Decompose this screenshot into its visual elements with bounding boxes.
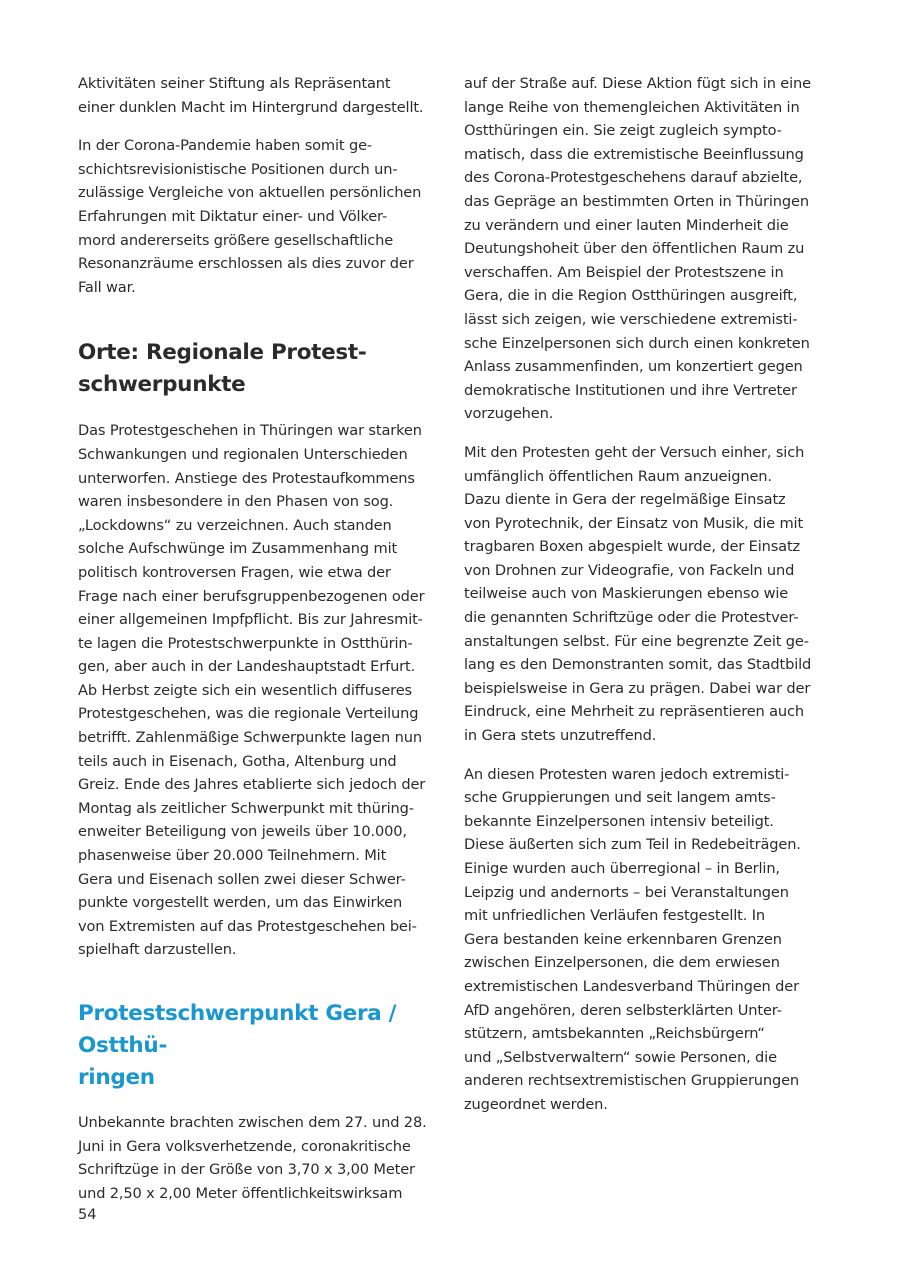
text-line: und „Selbstverwaltern“ sowie Personen, die <box>464 1048 777 1066</box>
text-line: enweiter Beteiligung von jeweils über 10.000, <box>78 823 407 841</box>
text-line: Frage nach einer berufsgruppenbezogenen oder <box>78 587 425 605</box>
text-line: Orte: Regionale Protest- <box>78 340 367 366</box>
text-line: Dazu diente in Gera der regelmäßige Einsatz <box>464 491 786 509</box>
text-line: matisch, dass die extremistische Beeinflussung <box>464 145 804 163</box>
text-line: Gera, die in die Region Ostthüringen ausgreift, <box>464 287 798 305</box>
text-line: Schwankungen und regionalen Unterschieden <box>78 445 408 463</box>
paragraph-aktion-strasse <box>464 72 828 426</box>
paragraph-corona-pandemie <box>78 134 442 299</box>
text-line: schichtsrevisionistische Positionen durch un- <box>78 160 398 178</box>
paragraph-oeffentlicher-raum <box>464 441 828 748</box>
text-line: „Lockdowns“ zu verzeichnen. Auch standen <box>78 516 392 534</box>
text-line: einer allgemeinen Impfpflicht. Bis zur Jahresmit- <box>78 611 423 629</box>
text-line: spielhaft darzustellen. <box>78 941 237 959</box>
text-line: zugeordnet werden. <box>464 1095 608 1113</box>
text-line: Gera und Eisenach sollen zwei dieser Schwer- <box>78 870 406 888</box>
text-line: Leipzig und andernorts – bei Veranstaltungen <box>464 883 789 901</box>
text-line: Protestschwerpunkt Gera / Ostthü- <box>78 1001 397 1058</box>
text-line: Ostthüringen ein. Sie zeigt zugleich sympto- <box>464 122 782 140</box>
text-line: Anlass zusammenfinden, um konzertiert gegen <box>464 358 803 376</box>
text-line: Einige wurden auch überregional – in Berlin, <box>464 860 780 877</box>
text-line: auf der Straße auf. Diese Aktion fügt sich in eine <box>464 75 811 92</box>
text-line: tragbaren Boxen abgespielt wurde, der Einsatz <box>464 538 801 556</box>
text-line: Greiz. Ende des Jahres etablierte sich jedoch der <box>78 776 426 794</box>
text-line: schwerpunkte <box>78 372 246 398</box>
text-line: Gera bestanden keine erkennbaren Grenzen <box>464 930 782 948</box>
page-number: 54 <box>78 1206 97 1223</box>
text-line: des Corona-Protestgeschehens darauf abzielte, <box>464 169 803 187</box>
text-line: waren insbesondere in den Phasen von sog. <box>78 493 394 511</box>
text-line: demokratische Institutionen und ihre Vertreter <box>464 381 797 399</box>
text-line: Protestgeschehen, was die regionale Verteilung <box>78 705 419 723</box>
text-line: mord andererseits größere gesellschaftliche <box>78 231 394 249</box>
text-line: verschaffen. Am Beispiel der Protestszene in <box>464 263 784 281</box>
paragraph-protestgeschehen-thueringen <box>78 419 442 962</box>
text-line: Fall war. <box>78 278 136 296</box>
text-line: einer dunklen Macht im Hintergrund dargestellt. <box>78 98 424 116</box>
text-line: von Drohnen zur Videografie, von Fackeln und <box>464 561 795 579</box>
text-line: ringen <box>78 1065 155 1090</box>
text-line: und 2,50 x 2,00 Meter öffentlichkeitswirksam <box>78 1184 403 1202</box>
text-line: anderen rechtsextremistischen Gruppierungen <box>464 1072 800 1090</box>
text-line: Montag als zeitlicher Schwerpunkt mit thüring- <box>78 799 414 817</box>
text-line: Aktivitäten seiner Stiftung als Repräsentant <box>78 75 391 92</box>
text-line: das Gepräge an bestimmten Orten in Thüringen <box>464 192 809 210</box>
text-line: An diesen Protesten waren jedoch extremisti- <box>464 765 790 783</box>
heading-regionale-protestschwerpunkte <box>78 337 442 401</box>
text-line: Das Protestgeschehen in Thüringen war starken <box>78 422 422 440</box>
text-line: gen, aber auch in der Landeshauptstadt Erfurt. <box>78 658 416 676</box>
text-line: In der Corona-Pandemie haben somit ge- <box>78 137 373 155</box>
text-line: Unbekannte brachten zwischen dem 27. und 28. <box>78 1114 427 1131</box>
text-line: unterworfen. Anstiege des Protestaufkommens <box>78 469 415 487</box>
text-line: lässt sich zeigen, wie verschiedene extremisti- <box>464 310 798 328</box>
text-line: solche Aufschwünge im Zusammenhang mit <box>78 540 398 558</box>
text-line: zu verändern und einer lauten Minderheit die <box>464 216 789 234</box>
text-line: mit unfriedlichen Verläufen festgestellt. In <box>464 907 765 925</box>
text-line: anstaltungen selbst. Für eine begrenzte Zeit ge- <box>464 632 809 650</box>
text-line: Diese äußerten sich zum Teil in Redebeiträgen. <box>464 836 801 854</box>
text-line: in Gera stets unzutreffend. <box>464 727 657 745</box>
text-line: zulässige Vergleiche von aktuellen persönlichen <box>78 184 422 202</box>
text-line: te lagen die Protestschwerpunkte in Ostthürin- <box>78 634 413 652</box>
text-line: phasenweise über 20.000 Teilnehmern. Mit <box>78 847 387 865</box>
text-line: Schriftzüge in der Größe von 3,70 x 3,00 Meter <box>78 1161 415 1179</box>
text-line: vorzugehen. <box>464 405 554 423</box>
text-line: von Pyrotechnik, der Einsatz von Musik, die mit <box>464 514 804 532</box>
paragraph-extremistische-gruppierungen <box>464 763 828 1117</box>
text-line: bekannte Einzelpersonen intensiv beteiligt. <box>464 812 774 830</box>
text-line: die genannten Schriftzüge oder die Protestver- <box>464 609 799 627</box>
heading-protestschwerpunkt-gera <box>78 998 442 1094</box>
text-line: extremistischen Landesverband Thüringen der <box>464 977 799 995</box>
text-line: AfD angehören, deren selbsterklärten Unter- <box>464 1001 782 1019</box>
text-line: Mit den Protesten geht der Versuch einher, sich <box>464 443 805 461</box>
text-line: umfänglich öffentlichen Raum anzueignen. <box>464 467 772 485</box>
text-line: betrifft. Zahlenmäßige Schwerpunkte lagen nun <box>78 729 422 747</box>
paragraph-unbekannte-schriftzuege <box>78 1111 442 1205</box>
text-line: Resonanzräume erschlossen als dies zuvor der <box>78 255 414 273</box>
paragraph-stiftung <box>78 72 442 119</box>
text-line: sche Einzelpersonen sich durch einen konkreten <box>464 334 810 352</box>
text-line: lang es den Demonstranten somit, das Stadtbild <box>464 656 812 674</box>
text-line: Eindruck, eine Mehrheit zu repräsentieren auch <box>464 703 805 721</box>
text-line: punkte vorgestellt werden, um das Einwirken <box>78 894 403 912</box>
text-line: stützern, amtsbekannten „Reichsbürgern“ <box>464 1025 765 1043</box>
text-line: teils auch in Eisenach, Gotha, Altenburg und <box>78 752 397 770</box>
text-line: zwischen Einzelpersonen, die dem erwiesen <box>464 954 780 972</box>
text-line: sche Gruppierungen und seit langem amts- <box>464 789 776 807</box>
text-line: beispielsweise in Gera zu prägen. Dabei war der <box>464 679 811 697</box>
left-column <box>78 72 442 1205</box>
text-line: politisch kontroversen Fragen, wie etwa der <box>78 563 391 581</box>
text-line: Deutungshoheit über den öffentlichen Raum zu <box>464 240 805 258</box>
text-line: Juni in Gera volksverhetzende, coronakritische <box>78 1137 411 1155</box>
text-line: Ab Herbst zeigte sich ein wesentlich diffuseres <box>78 681 412 699</box>
text-line: Erfahrungen mit Diktatur einer- und Völker- <box>78 207 388 225</box>
text-line: lange Reihe von themengleichen Aktivitäten in <box>464 98 800 116</box>
text-line: teilweise auch von Maskierungen ebenso wie <box>464 585 789 603</box>
right-column <box>464 72 828 1117</box>
text-line: von Extremisten auf das Protestgeschehen bei- <box>78 917 417 935</box>
